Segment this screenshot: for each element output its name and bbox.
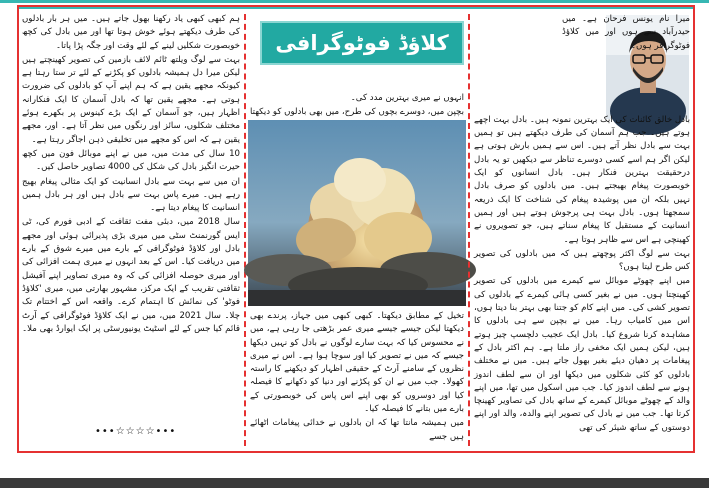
left-paragraph-2: بہت سے لوگ ویلتھ ٹائم لائف بازمین کی تصویر کھینچتے ہیں لیکن میرا دل ہمیشہ بادلوں کو پکڑنے کے لئے تر ستا رہتا ہے کیونکہ مجھے یقین ہے کہ ہم اپنے آپ کو بادلوں کی ضرورت ہوتی ہے۔ مجھے یقین تھا کہ بادل آسمان کا ایک فنکارانہ اظہار ہیں، جو آسمان کے ایک بڑے کینوس پر بکھرے ہوئے مختلف شکلوں، سائز اور رنگوں میں نظر آتا ہے۔ اور، مجھے یقین ہے کہ اس کو مجھے میں تخلیقی ذہن اجاگر رہتا ہے۔ — [22, 54, 240, 145]
left-paragraph-1: ہم کبھی کبھی یاد رکھنا بھول جاتے ہیں۔ میں ہر بار بادلوں کی طرف دیکھتے ہوئے خوش ہوتا تھا اور میں بادل کی کچھ خوبصورت شکلیں لینے کے لئے وقت اور جگہ پڑا پاتا۔ — [22, 14, 240, 51]
right-paragraph-4: میں اپنے چھوٹے موبائل سے کیمرے میں بادلوں کی تصویر کھینچتا ہوں۔ میں نے بغیر کسی ہائی کیمرے کے بادلوں کی تصویر کشی کی۔ میں اپنے کام کو جتنا بھی بہتر بنا دیتا ہوں، اس میں کامیاب رہا۔ میں نے بچپن سے ہی بادلوں کا مشاہدہ کرنا شروع کیا۔ بادل ایک عجیب دلچسپ چیز ہوتے ہیں، لیکن ہمیں ایک مخفی راز ملتا ہے۔ ہم اکثر بادل کے پیغامات پر دھیان دیئے بغیر بھول جاتے ہیں۔ میں نے مختلف بادلوں کو کئی شکلوں میں دیکھا اور ان سے لطف اندوز ہونے سے لطف اندوز کیا۔ جب میں اسکول میں تھا، میں اپنے والد کے چھوٹے موبائل کیمرے کے ساتھ بادل کی تصاویر کھینچا کرتا تھا۔ جب میں نے بادل کی تصویر اپنے والدہ، والد اور اپنے دوستوں کے ساتھ شیئر کی تھی — [474, 276, 690, 433]
middle-paragraph-3: تخیل کے مطابق دیکھتا۔ کبھی کبھی میں جہاز، پرندے بھی دیکھتا لیکن جیسے جیسے میری عمر بڑھتی جا رہی ہے، میں نے محسوس کیا کہ بہت سارے لوگوں نے بادل کو نہیں دیکھا جیسے کہ میں نے تصویر کیا اور سوچا ہوا ہے۔ اس نے میری نظروں کے سامنے آرٹ کے حقیقی اظہار کو دیکھنے کا راستہ کھولا۔ جب میں نے ان کو پکڑنے اور دنیا کو دکھانے کا فیصلہ کیا اور دوسروں کو بھی اپنے اس پاس کی خوبصورتی کے بارے میں بتانے کا فیصلہ کیا۔ — [250, 311, 464, 415]
middle-column-top — [250, 92, 464, 118]
middle-column-bottom — [250, 310, 464, 445]
article-title: کلاؤڈ فوٹوگرافی — [275, 31, 449, 55]
bottom-dark-band — [0, 478, 709, 488]
frame-top-band — [19, 7, 693, 9]
middle-paragraph-1: انہوں نے میری بہترین مدد کی۔ — [350, 93, 464, 103]
left-paragraph-5: سال 2018 میں، دبئی مفت ثقافت کے ادبی فورم کی، ٹی ایس گورنمنٹ سٹی میں میری بڑی پذیرائی ہوئی اور مجھے بادل اور کلاؤڈ فوٹوگرافی کے بارے میں میرے شوق کے بارے میں دریافت کیا۔ اس کے بعد انہوں نے میری ہمت افزائی کی اور میری حوصلہ افزائی کی کہ وہ میری تصاویر اپنے آفیشل ثقافتی تقریب کے ایک مرکز، مشہور بھارتی میں، میری 'کلاؤڈ فوٹو' کی نمائش کا اہتمام کرے۔ واقعہ اس کے اختتام تک چلا۔ سال 2021 میں، میں نے ایک کلاؤڈ فوٹوگرافی کے آرٹ قائم کیا جس کے لئے اسٹیٹ یونیورسٹی پر ایک ایوارڈ بھی ملا۔ — [22, 217, 240, 334]
top-teal-line — [0, 0, 709, 3]
left-column — [22, 13, 240, 445]
title-banner — [260, 21, 464, 65]
left-paragraph-3: 10 سال کی مدت میں، میں نے اپنے موبائل فون میں کچھ حیرت انگیز بادل کی شکل کی 4000 تصاویر حاصل کیں۔ — [22, 148, 240, 173]
cloud-photo-svg — [248, 120, 466, 306]
right-column — [474, 13, 690, 445]
column-divider-left — [244, 14, 246, 446]
end-marks: •••☆☆☆☆••• — [95, 426, 177, 437]
cloud-photo — [248, 120, 466, 306]
middle-paragraph-2: بچپن میں، دوسرے بچوں کی طرح، میں بھی بادلوں کو دیکھتا — [250, 107, 464, 118]
column-divider-right — [468, 14, 470, 446]
right-paragraph-1: میرا نام یونس فرحان ہے۔ میں حیدرآباد سے ہوں اور میں کلاؤڈ فوٹوگرافر ہوں۔ — [562, 14, 690, 51]
middle-paragraph-4: میں ہمیشہ مانتا تھا کہ ان بادلوں نے خدائی پیغامات اٹھائے ہیں جسے — [250, 418, 464, 442]
right-paragraph-2: بادل خالق کائنات کی ایک بہترین نمونہ ہیں۔ بادل بہت اچھے ہوتے ہیں۔ جب ہم آسمان کی طرف دیکھتے ہیں تو ہمیں بہت سے بادل نظر آتے ہیں۔ اس سے ہمیں بارش ہوتی ہے لیکن اگر ہم اسے کسی دوسرے تناظر سے دیکھیں تو یہ بادل درحقیقت بہترین فنکار ہیں۔ بادل انسانوں کو ایک خوبصورت پیغام بھیجتے ہیں۔ میں بادلوں کو صرف بادل نہیں بلکہ ان میں پوشیدہ پیغام کی شناخت کا ایک ذریعہ سمجھتا ہوں۔ بادل بہت ہی پرجوش ہوتے ہیں اور ہمیں انسانیت کے مستقبل کا پیغام سناتے ہیں، جو تصویروں نے کھینچی ہے اس سے ظاہر ہوتا ہے۔ — [473, 114, 690, 245]
author-photo-spacer — [474, 54, 690, 114]
right-paragraph-3: بہت سے لوگ اکثر پوچھتے ہیں کہ میں بادلوں کی تصویر کس طرح لیتا ہوں؟ — [474, 248, 690, 273]
left-paragraph-4: ان میں سے بہت سے بادل انسانیت کو ایک مثالی پیغام بھیج رہے ہیں۔ میرے پاس بہت سے بادل ہیں اور ہر بادل ہمیں انسانیت کا پیغام دیتا ہے۔ — [22, 176, 240, 214]
